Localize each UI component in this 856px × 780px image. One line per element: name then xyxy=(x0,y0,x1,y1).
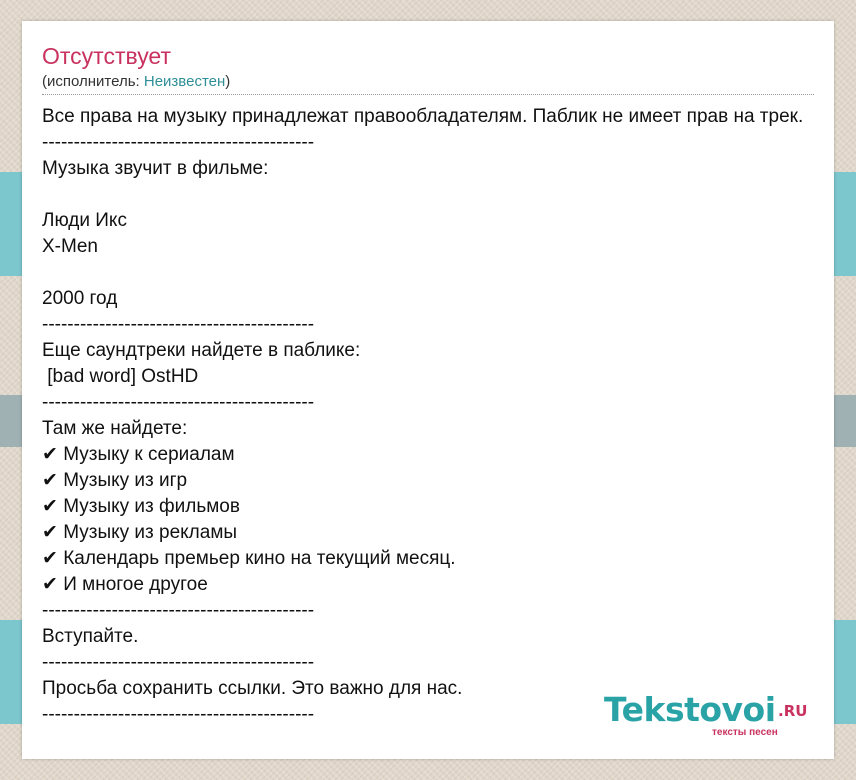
lyric-line: ✔ Музыку из фильмов xyxy=(42,496,240,517)
lyric-line: X-Men xyxy=(42,236,98,257)
song-title: Отсутствует xyxy=(42,43,171,69)
lyric-line: ✔ Календарь премьер кино на текущий месяц. xyxy=(42,548,456,569)
lyric-line: ✔ Музыку из рекламы xyxy=(42,522,238,543)
lyric-line: ------------------------------------------- xyxy=(42,392,315,413)
lyric-line xyxy=(42,260,842,286)
site-logo[interactable] xyxy=(604,690,808,738)
lyric-line: [bad word] OstHD xyxy=(42,366,199,387)
lyric-line: 2000 год xyxy=(42,288,118,309)
lyric-line xyxy=(42,182,842,208)
artist-prefix: (исполнитель: xyxy=(42,73,144,90)
lyrics-card xyxy=(22,21,834,759)
lyric-line: Музыка звучит в фильме: xyxy=(42,158,269,179)
artist-line xyxy=(42,73,230,90)
lyric-line: Люди Икс xyxy=(42,210,127,231)
logo-tagline: тексты песен xyxy=(712,727,778,738)
lyric-line: Просьба сохранить ссылки. Это важно для нас. xyxy=(42,678,463,699)
lyric-line: ✔ Музыку к сериалам xyxy=(42,444,235,465)
lyric-line: Еще саундтреки найдете в паблике: xyxy=(42,340,361,361)
lyric-line: ------------------------------------------- xyxy=(42,600,315,621)
lyric-line: ------------------------------------------- xyxy=(42,704,315,725)
lyric-line: Все права на музыку принадлежат правообладателям. Паблик не имеет прав на трек. xyxy=(42,106,804,127)
lyrics-text xyxy=(42,104,842,728)
lyric-line: ------------------------------------------- xyxy=(42,132,315,153)
title-divider xyxy=(42,94,814,95)
logo-wordmark: Tekstovoi xyxy=(604,690,776,729)
lyric-line: Там же найдете: xyxy=(42,418,188,439)
artist-suffix: ) xyxy=(225,73,231,90)
artist-link[interactable]: Неизвестен xyxy=(143,73,226,90)
lyric-line: ------------------------------------------- xyxy=(42,652,315,673)
lyric-line: Вступайте. xyxy=(42,626,139,647)
lyric-line: ✔ Музыку из игр xyxy=(42,470,188,491)
lyric-line: ✔ И многое другое xyxy=(42,574,208,595)
lyric-line: ------------------------------------------- xyxy=(42,314,315,335)
logo-domain: .RU xyxy=(778,702,808,720)
